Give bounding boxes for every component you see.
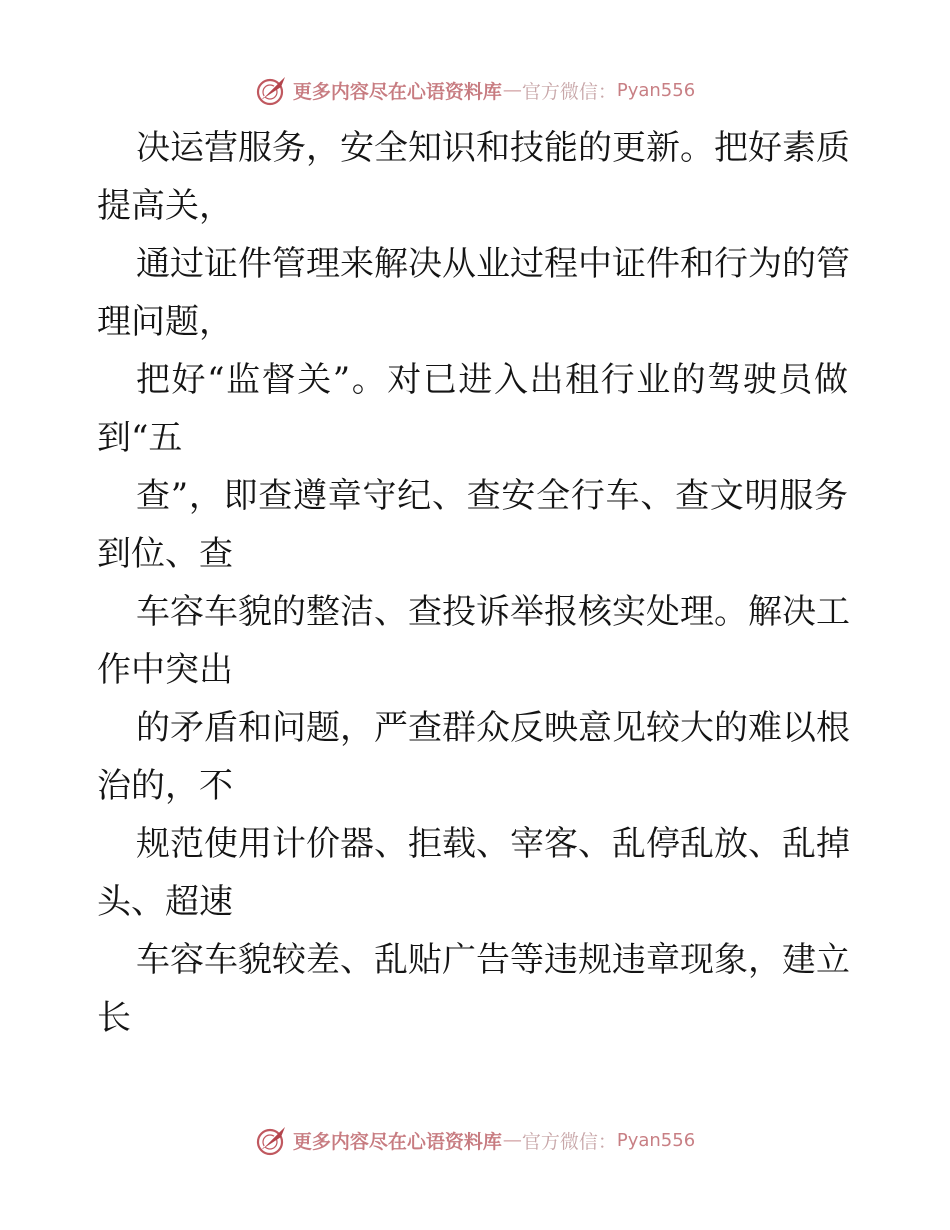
- paragraph-line: 通过证件管理来解决从业过程中证件和行为的管: [136, 244, 850, 284]
- paragraph-line-continued: 提高关，: [97, 186, 233, 226]
- paragraph-line-continued: 长: [97, 998, 131, 1038]
- paragraph-line-continued: 到位、查: [97, 534, 233, 574]
- paragraph-line: 决运营服务，安全知识和技能的更新。把好素质: [136, 128, 850, 168]
- paragraph-line-continued: 理问题，: [97, 302, 233, 342]
- banner-wechat-label: 官方微信：: [521, 1130, 617, 1153]
- banner-wechat-label: 官方微信：: [521, 80, 617, 103]
- paragraph-line: 查”，即查遵章守纪、查安全行车、查文明服务: [136, 476, 848, 516]
- banner-brand-text: 更多内容尽在心语资料库: [292, 1130, 502, 1153]
- paragraph-line: 规范使用计价器、拒载、宰客、乱停乱放、乱掉: [136, 824, 850, 864]
- paragraph-line-continued: 到“五: [97, 418, 183, 458]
- paragraph-line: 把好“监督关”。对已进入出租行业的驾驶员做: [136, 360, 848, 400]
- banner-wechat-id: Pyan556: [616, 79, 696, 101]
- banner-brand-text: 更多内容尽在心语资料库: [292, 80, 502, 103]
- paragraph-line-continued: 治的，不: [97, 766, 233, 806]
- banner-separator: —: [502, 79, 522, 101]
- paragraph-line-continued: 作中突出: [97, 650, 233, 690]
- banner-wechat-id: Pyan556: [616, 1129, 696, 1151]
- footer-banner: [0, 1120, 950, 1160]
- paragraph-line-continued: 头、超速: [97, 882, 233, 922]
- banner-separator: —: [502, 1129, 522, 1151]
- paragraph-line: 车容车貌较差、乱贴广告等违规违章现象，建立: [136, 940, 850, 980]
- paragraph-line: 的矛盾和问题，严查群众反映意见较大的难以根: [136, 708, 850, 748]
- paragraph-line: 车容车貌的整洁、查投诉举报核实处理。解决工: [136, 592, 850, 632]
- quill-seal-icon: [255, 1123, 289, 1157]
